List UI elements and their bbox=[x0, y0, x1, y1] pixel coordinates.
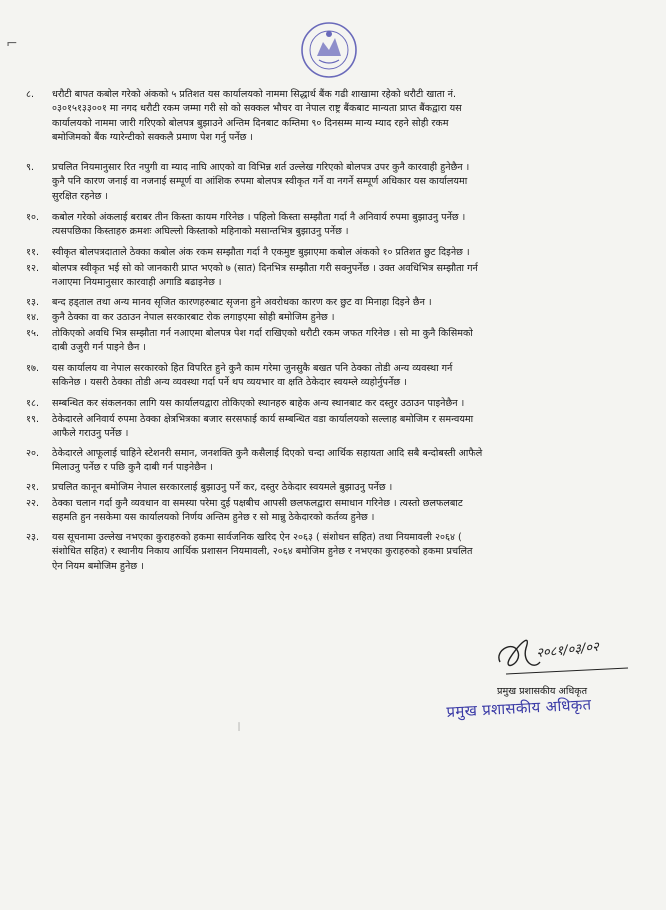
clause-text-line: बन्द हड्ताल तथा अन्य मानव सृजित कारणहरुबाट सृजना हुने अवरोधका कारण कर छुट वा मिनाहा दिइने छैन । bbox=[52, 297, 432, 308]
clause-text-line: यस कार्यालय वा नेपाल सरकारको हित विपरित हुने कुनै काम गरेमा जुनसुकै बखत पनि ठेक्का तोडी अन्य व्यवस्था गर्न bbox=[52, 363, 453, 374]
clause-item bbox=[26, 296, 654, 310]
clause-text-line: नआएमा नियमानुसार कारवाही अगाडि बढाइनेछ । bbox=[52, 277, 222, 289]
clause-text-line: सकिनेछ । यसरी ठेक्का तोडी अन्य व्यवस्था गर्दा पर्ने थप व्ययभार वा क्षति ठेकेदार स्वयम्ले व्यहोर्नुपर्नेछ । bbox=[52, 377, 407, 389]
clause-item bbox=[26, 497, 654, 526]
clause-number: १८. bbox=[26, 398, 40, 409]
clause-item bbox=[26, 211, 654, 240]
clause-item bbox=[26, 531, 654, 574]
clause-number: १५. bbox=[26, 328, 40, 339]
clause-item bbox=[26, 413, 654, 442]
office-seal bbox=[283, 12, 383, 96]
clause-number: ९. bbox=[26, 162, 35, 173]
clause-text-line: स्वीकृत बोलपत्रदाताले ठेक्का कबोल अंक रकम सम्झौता गर्दा नै एकमुष्ट बुझाएमा कबोल अंकको १० प्रतिशत छुट दिइनेछ । bbox=[52, 247, 470, 258]
clause-number: १०. bbox=[26, 212, 40, 223]
clause-text-line: सुरक्षित रहनेछ । bbox=[52, 190, 109, 202]
clause-text-line: बमोजिमको बैंक ग्यारेन्टीको सक्कलै प्रमाण पेश गर्नु पर्नेछ । bbox=[52, 132, 254, 144]
clause-item bbox=[26, 246, 654, 260]
designation-stamp: प्रमुख प्रशासकीय अधिकृत bbox=[446, 695, 592, 721]
clause-item bbox=[26, 362, 654, 391]
clause-number: ११. bbox=[26, 247, 40, 258]
clause-item bbox=[26, 311, 654, 325]
clause-number: १९. bbox=[26, 414, 40, 425]
clause-item bbox=[26, 481, 654, 495]
clause-item bbox=[26, 88, 654, 146]
clause-text-line: दाबी उजुरी गर्न पाइने छैन । bbox=[52, 342, 146, 354]
signature-date: २०८१/०३/०२ bbox=[535, 639, 600, 662]
clause-text-line: कुनै ठेक्का वा कर उठाउन नेपाल सरकारबाट रोक लगाइएमा सोही बमोजिम हुनेछ । bbox=[52, 312, 335, 323]
clause-text-line: यस सूचनामा उल्लेख नभएका कुराहरुको हकमा सार्वजनिक खरिद ऐन २०६३ ( संशोधन सहित) तथा नियमावली २०६४ ( bbox=[52, 532, 462, 543]
clause-number: २१. bbox=[26, 482, 40, 493]
clause-text-line: प्रचलित नियमानुसार रित नपुगी वा म्याद नाघि आएको वा विभिन्न शर्त उल्लेख गरिएको बोलपत्र उपर कुनै कारवाही हुनेछैन । bbox=[52, 162, 470, 173]
clause-text-line: मिलाउनु पर्नेछ र पछि कुनै दाबी गर्न पाइनेछैन । bbox=[52, 462, 213, 474]
stray-mark: ᛁ bbox=[236, 722, 242, 733]
clause-text-line: ठेकेदारले अनिवार्य रुपमा ठेक्का क्षेत्रभित्रका बजार सरसफाई कार्य सम्बन्धित वडा कार्यालयको सल्लाह बमोजिम र समन्वयमा bbox=[52, 414, 474, 425]
clause-text-line: तोकिएको अवधि भित्र सम्झौता गर्न नआएमा बोलपत्र पेश गर्दा राखिएको धरौटी रकम जफत गरिनेछ । सो मा कुनै किसिमको bbox=[52, 328, 473, 339]
clause-item bbox=[26, 262, 654, 291]
clause-text-line: कार्यालयको नाममा जारी गरिएको बोलपत्र बुझाउने अन्तिम दिनबाट कम्तिमा ९० दिनसम्म मान्य म्याद रहने सोही रकम bbox=[52, 117, 449, 129]
clause-number: २३. bbox=[26, 532, 40, 543]
clause-text-line: ०३०१५१३३००१ मा नगद धरौटी रकम जम्मा गरी सो को सक्कल भौचर वा नेपाल राष्ट्र बैंकबाट मान्यता प्राप्त बैंकद्वारा यस bbox=[52, 103, 462, 115]
clause-item bbox=[26, 397, 654, 411]
clause-number: १७. bbox=[26, 363, 40, 374]
clause-text-line: सहमति हुन नसकेमा यस कार्यालयको निर्णय अन्तिम हुनेछ र सो मान्नु ठेकेदारको कर्तव्य हुनेछ । bbox=[52, 512, 375, 524]
clause-text-line: कुनै पनि कारण जनाई वा नजनाई सम्पूर्ण वा आंशिक रुपमा बोलपत्र स्वीकृत गर्ने वा नगर्ने सम्पूर्ण अधिकार यस कार्यालयमा bbox=[52, 176, 468, 188]
clause-text-line: सम्बन्धित कर संकलनका लागि यस कार्यालयद्वारा तोकिएको स्थानहरु बाहेक अन्य स्थानबाट कर दस्तुर उठाउन पाइनेछैन । bbox=[52, 398, 465, 409]
clause-text-line: त्यसपछिका किस्ताहरु क्रमशः अघिल्लो किस्ताको महिनाको मसान्तभित्र बुझाउनु पर्नेछ । bbox=[52, 226, 349, 238]
clause-text-line: ऐन नियम बमोजिम हुनेछ । bbox=[52, 560, 144, 572]
clause-item bbox=[26, 327, 654, 356]
clause-text-line: संशोधित सहित) र स्थानीय निकाय आर्थिक प्रशासन नियमावली, २०६४ बमोजिम हुनेछ र नभएका कुराहरुको हकमा प्रचलित bbox=[52, 546, 473, 558]
clause-number: २२. bbox=[26, 498, 40, 509]
clause-text-line: ठेक्का चलान गर्दा कुनै व्यवधान वा समस्या परेमा दुई पक्षबीच आपसी छलफलद्वारा समाधान गरिनेछ । त्यस्तो छलफलबाट bbox=[52, 498, 463, 509]
clause-text-line: धरौटी बापत कबोल गरेको अंकको ५ प्रतिशत यस कार्यालयको नाममा सिद्धार्थ बैंक गढी शाखामा रहेको धरौटी खाता नं. bbox=[52, 89, 457, 100]
clause-number: १३. bbox=[26, 297, 40, 308]
clause-number: १४. bbox=[26, 312, 40, 323]
clause-text-line: आफैले गराउनु पर्नेछ । bbox=[52, 428, 129, 440]
clause-text-line: प्रचलित कानून बमोजिम नेपाल सरकारलाई बुझाउनु पर्ने कर, दस्तुर ठेकेदार स्वयमले बुझाउनु पर्नेछ । bbox=[52, 482, 393, 493]
clause-text-line: ठेकेदारले आफूलाई चाहिने स्टेशनरी समान, जनशक्ति कुनै कसैलाई दिएको चन्दा आर्थिक सहायता आदि सबै बन्दोबस्ती आफैले bbox=[52, 448, 483, 459]
clause-text-line: कबोल गरेको अंकलाई बराबर तीन किस्ता कायम गरिनेछ । पहिलो किस्ता सम्झौता गर्दा नै अनिवार्य रुपमा बुझाउनु पर्नेछ । bbox=[52, 212, 466, 223]
clause-number: २०. bbox=[26, 448, 40, 459]
clause-text-line: बोलपत्र स्वीकृत भई सो को जानकारी प्राप्त भएको ७ (सात) दिनभित्र सम्झौता गरी सक्नुपर्नेछ । उक्त अवधिभित्र सम्झौता गर्न bbox=[52, 263, 478, 274]
clause-item bbox=[26, 161, 654, 204]
clause-item bbox=[26, 447, 654, 476]
clause-number: ८. bbox=[26, 89, 35, 100]
signatory-title: प्रमुख प्रशासकीय अधिकृत bbox=[497, 686, 588, 697]
clause-number: १२. bbox=[26, 263, 40, 274]
margin-mark: ⌐ bbox=[6, 36, 18, 52]
